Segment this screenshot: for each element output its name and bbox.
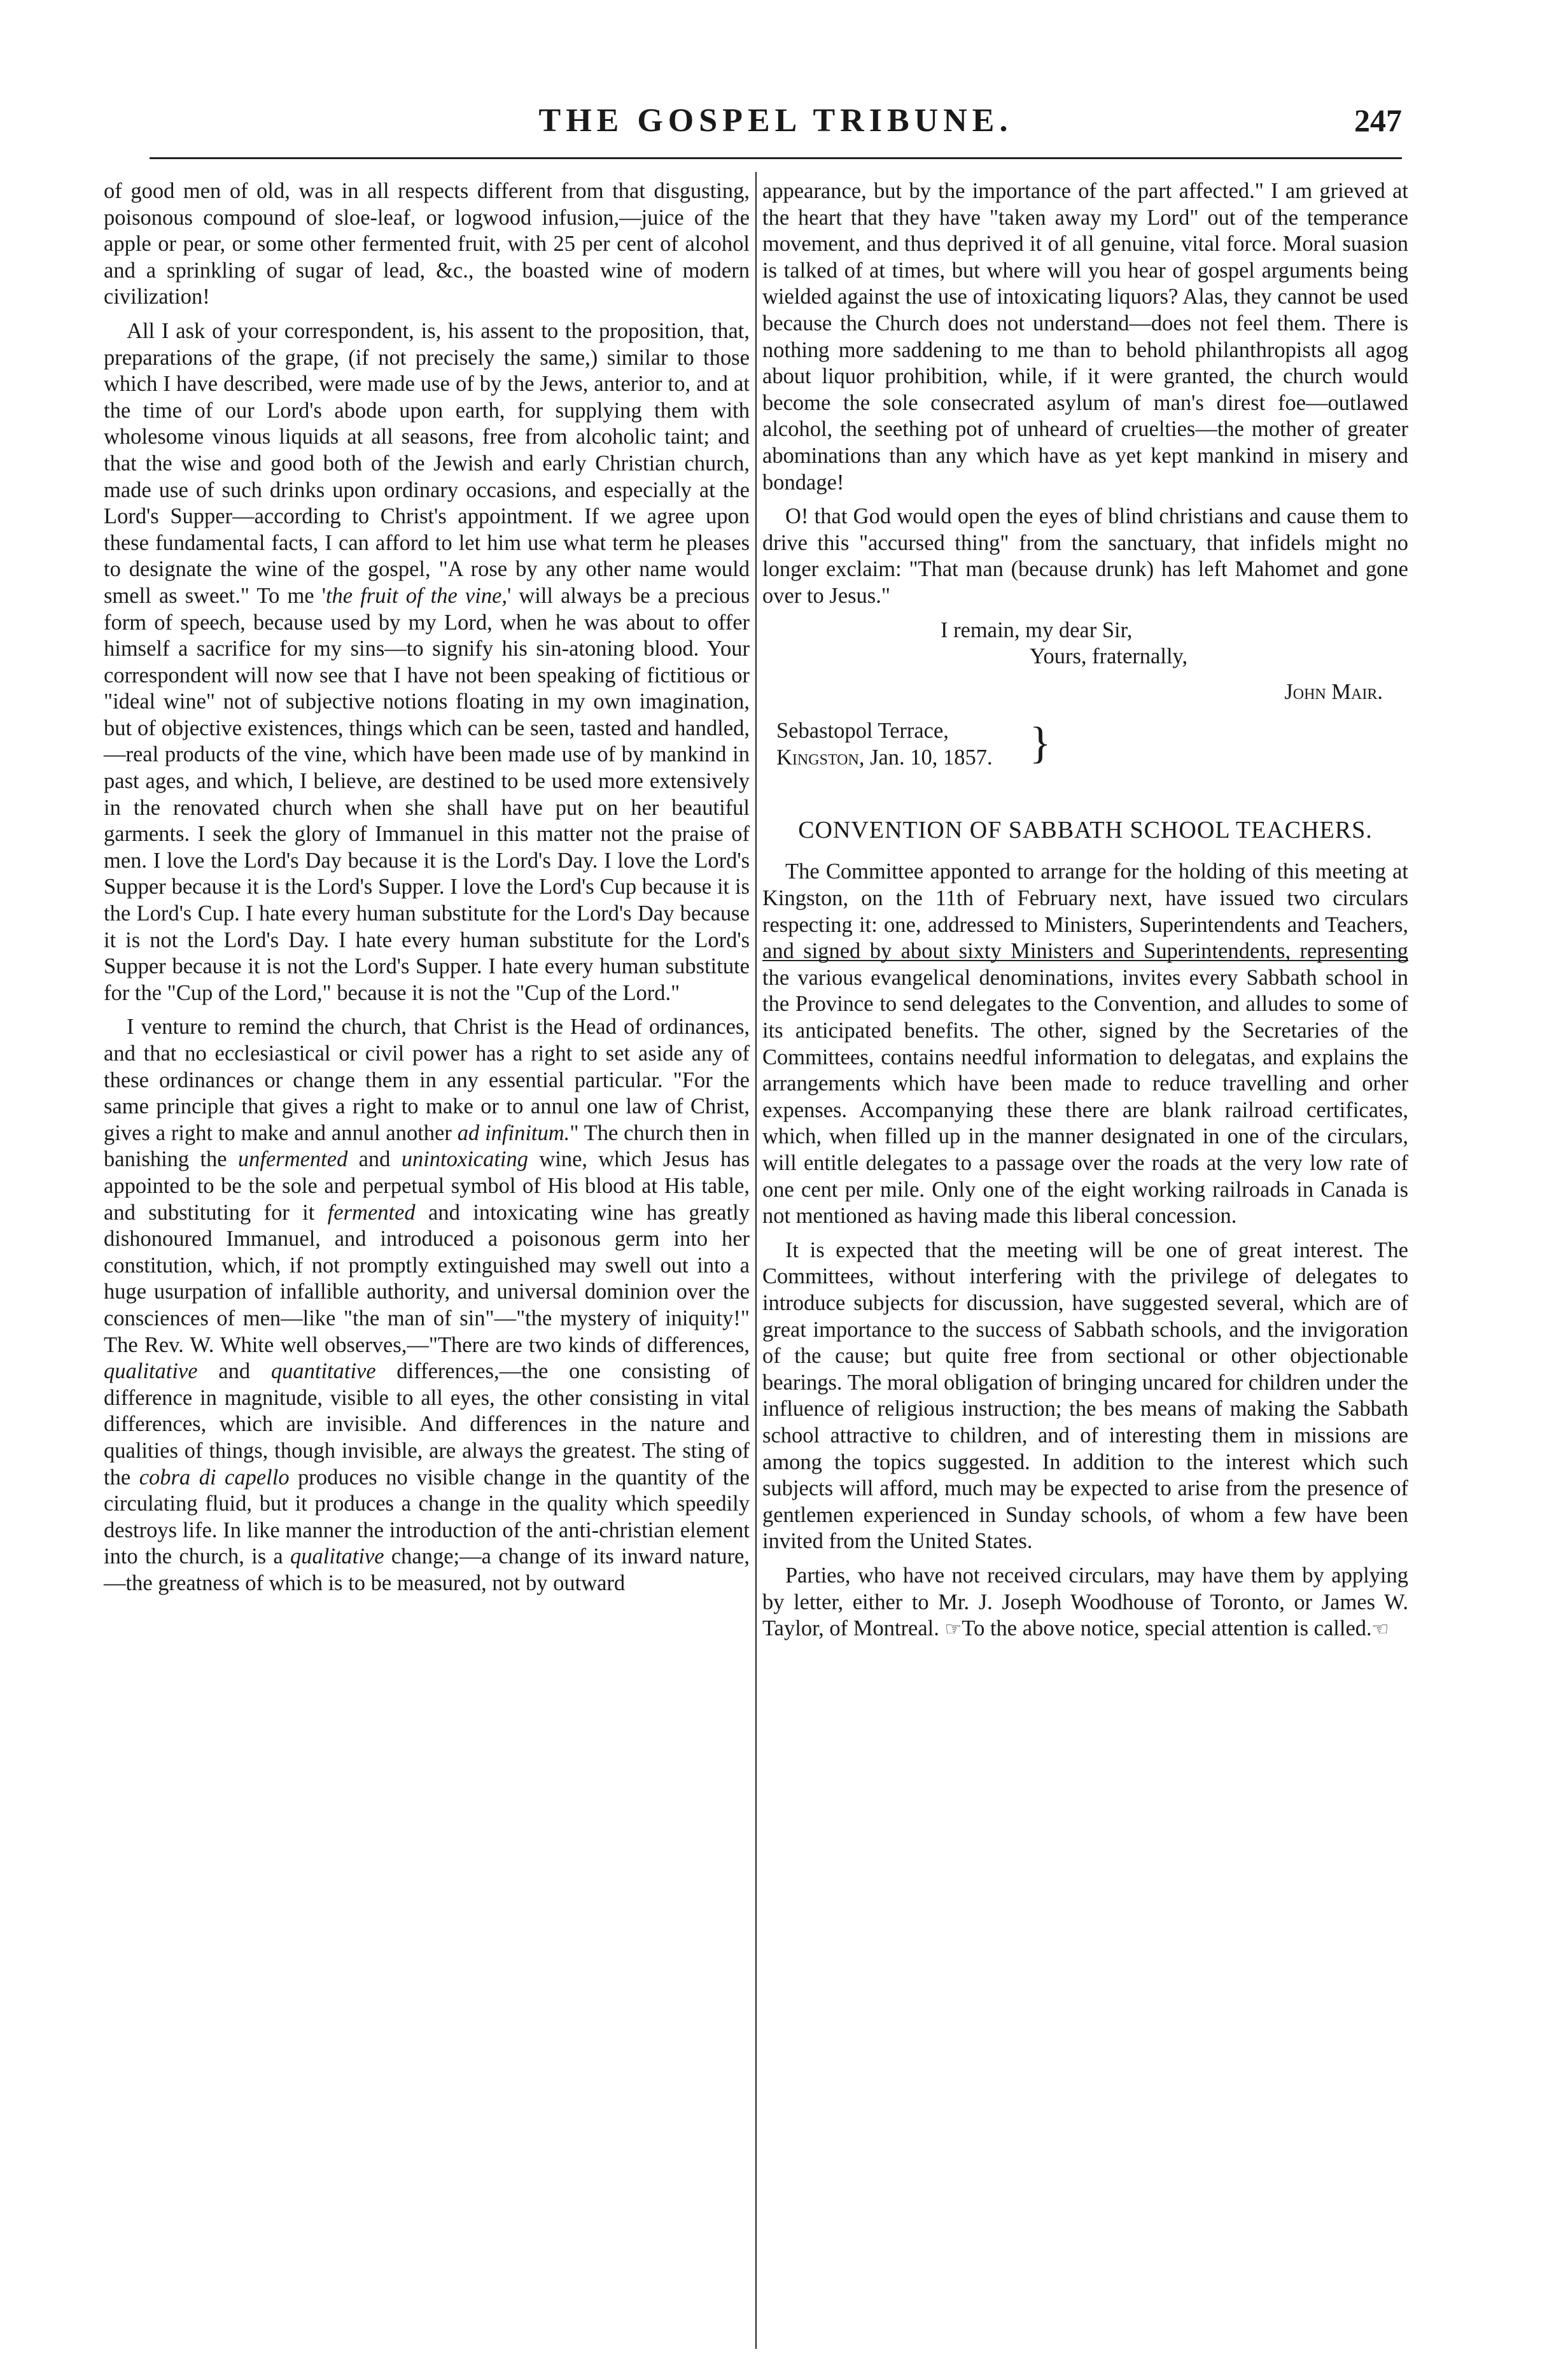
paragraph: All I ask of your correspondent, is, his assent to the proposition, that, preparations of the grape, (if not precisely the same,) similar to those which I have described, were made use of by the Jews, anterior to, and at the time of our Lord's abode upon earth, for supplying them with wholesome vinous liquids at all seasons, free from alcoholic taint; and that the wise and good both of the Jewish and early Christian church, made use of such drinks upon ordinary occasions, and especially at the Lord's Supper—according to Christ's appointment. If we agree upon these fundamental facts, I can afford to let him use what term he pleases to designate the wine of the gospel, "A rose by any other name would smell as sweet." To me 'the fruit of the vine,' will always be a precious form of speech, because used by my Lord, when he was about to offer himself a sacrifice for my sins—to signify his sin-atoning blood. Your correspondent will now see that I have not been speaking of fictitious or "ideal wine" not of subjective notions floating in my own imagination, but of objective existences, things which can be seen, tasted and handled,—real products of the vine, which have been made use of by mankind in past ages, and which, I believe, are destined to be used more extensively in the renovated church when she shall have put on her beautiful garments. I seek the glory of Immanuel in this matter not the praise of men. I love the Lord's Day because it is the Lord's Day. I love the Lord's Supper because it is the Lord's Supper. I love the Lord's Cup because it is the Lord's Cup. I hate every human substitute for the Lord's Day because it is not the Lord's Day. I hate every human substitute for the Lord's Supper because it is not the Lord's Supper. I hate every human substitute for the "Cup of the Lord," because it is not the "Cup of the Lord." <box>104 318 750 1005</box>
paragraph: Parties, who have not received circulars, may have them by applying by letter, either to Mr. J. Joseph Woodhouse of Toronto, or James W. Taylor, of Montreal. ☞To the above notice, special attention is called.☜ <box>762 1563 1408 1641</box>
letter-closing: I remain, my dear Sir, <box>941 617 1133 642</box>
letter-signature: John Mair. <box>1284 679 1383 704</box>
brace: } <box>1030 719 1051 768</box>
column-divider <box>755 172 757 2349</box>
left-column <box>104 178 750 1596</box>
letter-closing: Yours, fraternally, <box>1030 644 1188 669</box>
paragraph: of good men of old, was in all respects different from that disgusting, poisonous compound of sloe-leaf, or logwood infusion,—juice of the apple or pear, or some other fermented fruit, with 25 per cent of alcohol and a sprinkling of sugar of lead, &c., the boasted wine of modern civilization! <box>104 179 750 309</box>
address-line: Sebastopol Terrace, <box>776 719 949 744</box>
paragraph: I venture to remind the church, that Christ is the Head of ordinances, and that no ecclesiastical or civil power has a right to set aside any of these ordinances or change them in any essential particular. "For the same principle that gives a right to make or to annul one law of Christ, gives a right to make and annul another ad infinitum." The church then in banishing the unfermented and unintoxicating wine, which Jesus has appointed to be the sole and perpetual symbol of His blood at His table, and substituting for it fermented and intoxicating wine has greatly dishonoured Immanuel, and introduced a poisonous germ into her constitution, which, if not promptly extinguished may swell out into a huge usurpation of infallible authority, and universal dominion over the consciences of men—like "the man of sin"—"the mystery of iniquity!" The Rev. W. White well observes,—"There are two kinds of differences, qualitative and quantitative differences,—the one consisting of difference in magnitude, visible to all eyes, the other consisting in vital differences, which are invisible. And differences in the nature and qualities of things, though invisible, are always the greatest. The sting of the cobra di capello produces no visible change in the quantity of the circulating fluid, but it produces a change in the quality which speedily destroys life. In like manner the introduction of the anti-christian element into the church, is a qualitative change;—a change of its inward nature,—the greatness of which is to be measured, not by outward <box>104 1015 750 1595</box>
paragraph: It is expected that the meeting will be one of great interest. The Committees, without interfering with the privilege of delegates to introduce subjects for discussion, have suggested several, which are of great importance to the success of Sabbath schools, and the invigoration of the cause; but quite free from sectional or other objectionable bearings. The moral obligation of bringing uncared for children under the influence of religious instruction; the bes means of making the Sabbath school attractive to children, and of interesting them in missions are among the topics suggested. In addition to the interest which such subjects will afford, much may be expected to arise from the presence of gentlemen experienced in Sunday schools, of whom a few have been invited from the United States. <box>762 1237 1408 1554</box>
pointing-hand-icon: ☞ <box>944 1619 962 1640</box>
paragraph: O! that God would open the eyes of blind christians and cause them to drive this "accursed thing" from the sanctuary, that infidels might no longer exclaim: "That man (because drunk) has left Mahomet and gone over to Jesus." <box>762 504 1408 608</box>
paragraph: The Committee apponted to arrange for the holding of this meeting at Kingston, on the 11th of February next, have issued two circulars respecting it: one, addressed to Ministers, Superintendents and Teachers, and signed by about sixty Ministers and Superintendents, representing the various evangelical denominations, invites every Sabbath school in the Province to send delegates to the Convention, and alludes to some of its anticipated benefits. The other, signed by the Secretaries of the Committees, contains needful information to delegatas, and explains the arrangements which have been made to reduce travelling and orher expenses. Accompanying these there are blank railroad certificates, which, when filled up in the manner designated in one of the circulars, will entitle delegates to a passage over the roads at the very low rate of one cent per mile. Only one of the eight working railroads in Canada is not mentioned as having made this liberal concession. <box>762 859 1408 1229</box>
page-number: 247 <box>1354 102 1402 138</box>
letter-address <box>762 718 1408 771</box>
address-line: Kingston, Jan. 10, 1857. <box>776 745 993 770</box>
pointing-hand-icon: ☜ <box>1371 1619 1389 1640</box>
paragraph: appearance, but by the importance of the part affected." I am grieved at the heart that they have "taken away my Lord" out of the temperance movement, and thus deprived it of all genuine, vital force. Moral suasion is talked of at times, but where will you hear of gospel arguments being wielded against the use of intoxicating liquors? Alas, they cannot be used because the Church does not understand—does not feel them. There is nothing more saddening to me than to behold philanthropists all agog about liquor prohibition, while, if it were granted, the church would become the sole consecrated asylum of man's direst foe—outlawed alcohol, the seething pot of unheard of cruelties—the mother of greater abominations than any which have as yet kept mankind in misery and bondage! <box>762 179 1408 495</box>
journal-title: THE GOSPEL TRIBUNE. <box>538 102 1013 139</box>
right-column <box>762 178 1408 1643</box>
running-header <box>150 102 1402 146</box>
header-rule <box>150 157 1402 159</box>
section-heading: CONVENTION OF SABBATH SCHOOL TEACHERS. <box>798 817 1373 844</box>
